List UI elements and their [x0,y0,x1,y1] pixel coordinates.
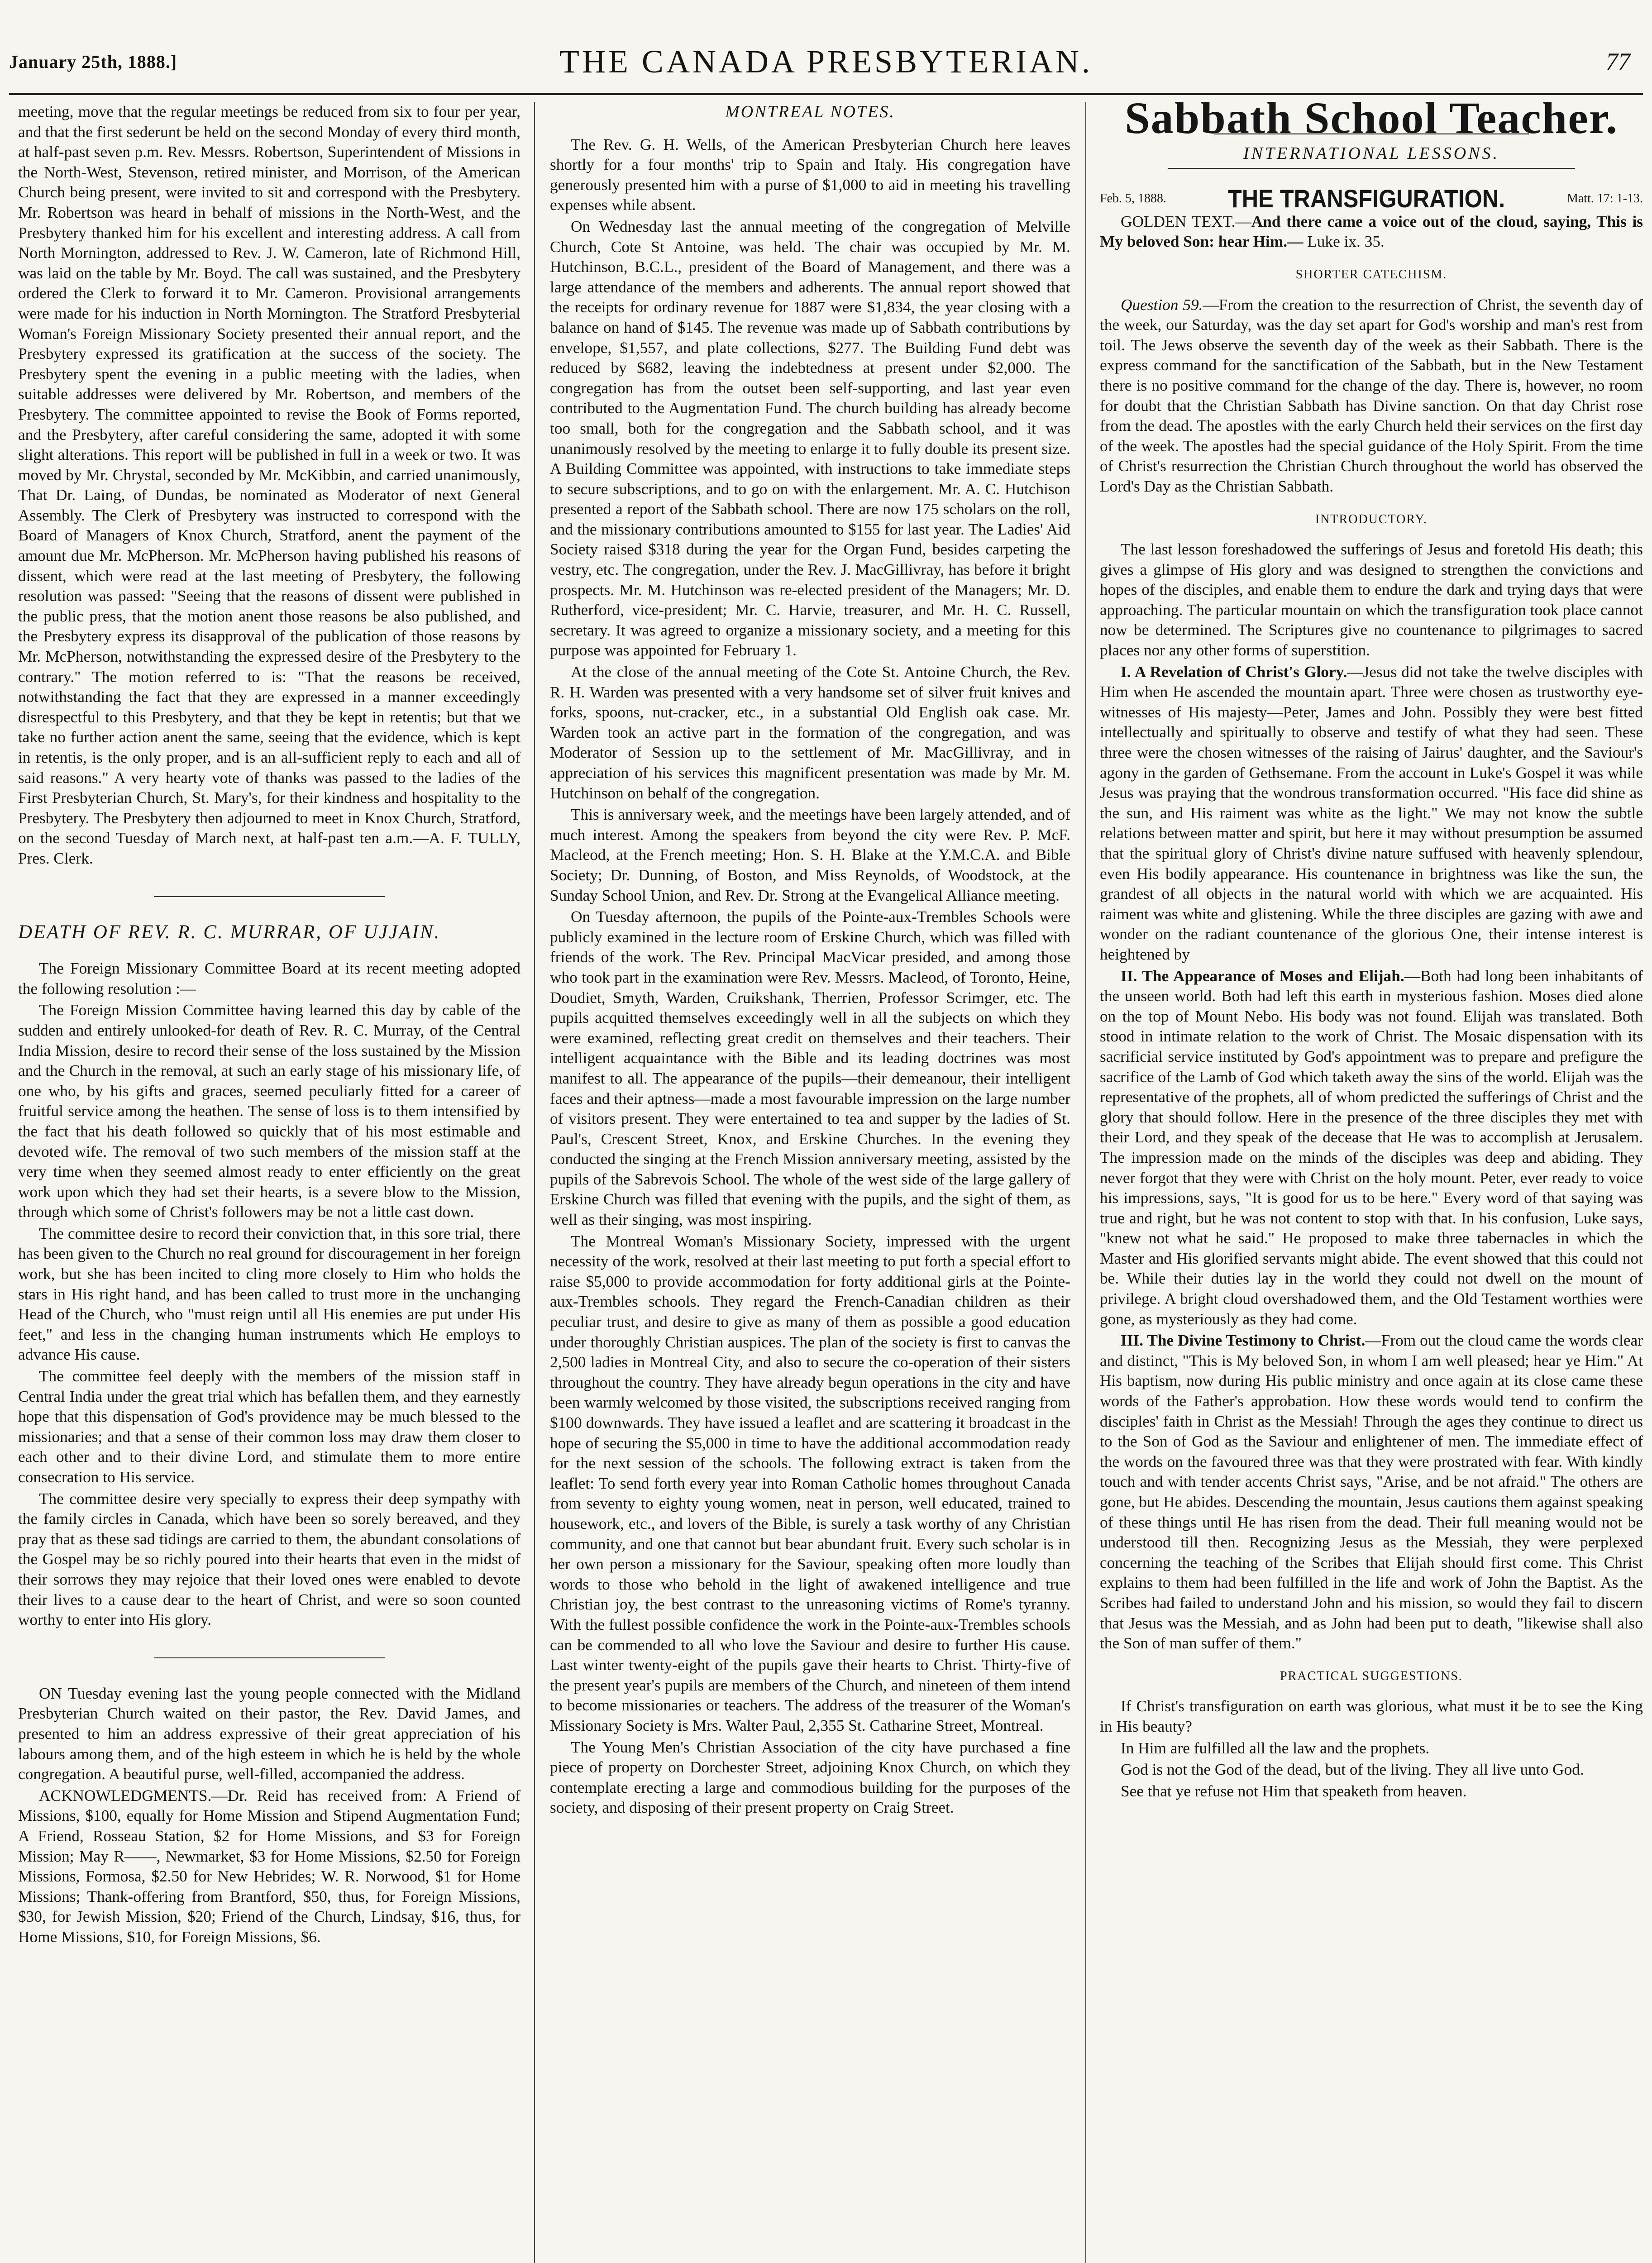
section-heading: I. A Revelation of Christ's Glory. [1121,663,1347,681]
lesson-section [1100,1331,1643,1654]
catechism-answer [1100,295,1643,497]
montreal-notes-heading: MONTREAL NOTES. [725,102,895,121]
acknowledgments: ACKNOWLEDGMENTS.—Dr. Reid has received from: A Friend of Missions, $100, equally for Home Mission and Stipend Augmentation Fund; A Friend, Rosseau Station, $2 for Home Missions, and $3 for Foreign Mission; May R——, Newmarket, $3 for Home Missions, $2.50 for Foreign Missions, Formosa, $2.50 for New Hebrides; W. R. Norwood, $1 for Home Missions; Thank-offering from Brantford, $50, thus, for Foreign Missions, $30, for Jewish Mission, $20; Friend of the Church, Lindsay, $16, thus, for Home Missions, $10, for Foreign Missions, $6. [18,1786,520,1946]
column-sabbath-school [1100,102,1643,2263]
section-text: —Jesus did not take the twelve disciples with Him when He ascended the mountain apart. Three were chosen as trustworthy eye-witnesses of His majesty—Peter, James and John. Possibly they were best fitted intellectually and spiritually to observe and testify of what they had seen. These three were the chosen witnesses of the raising of Jairus' daughter, and the Saviour's agony in the garden of Gethsemane. From the account in Luke's Gospel it was while Jesus was praying that the wondrous transformation occurred. "His face did shine as the sun, and His raiment was white as the light." We may not know the subtle relations between matter and spirit, but here it may without presumption be assumed that the spiritual glory of Christ's divine nature suffused with heavenly splendour, even His bodily appearance. His countenance in brightness was like the sun, the grandest of all objects in the natural world with which we are acquainted. His raiment was white and glistening. While the three disciples are gazing with awe and wonder on the radiant countenance of the glorious One, their intense interest is heightened by [1100,663,1643,963]
lesson-date: Feb. 5, 1888. [1100,191,1166,206]
obituary-paragraph: The committee desire very specially to express their deep sympathy with the family circles in Canada, which have been so sorely bereaved, and they pray that as these sad tidings are carried to them, the abundant consolations of the Gospel may be so richly poured into their hearts that even in the midst of their sorrows they may rejoice that their loved ones were enabled to devote their lives to a cause dear to the heart of Christ, and were so soon counted worthy to enter into His glory. [18,1490,520,1629]
golden-text-label: GOLDEN TEXT.— [1121,212,1251,230]
lesson-section [1100,662,1643,965]
lesson-section [1100,966,1643,1330]
newspaper-title: THE CANADA PRESBYTERIAN. [559,43,1093,80]
separator [154,1657,385,1658]
section-text: —Both had long been inhabitants of the unseen world. Both had left this earth in mysterious fashion. Moses died alone on the top of Mount Nebo. His body was not found. Elijah was translated. Both stood in intimate relation to the work of Christ. The Mosaic dispensation with its sacrificial service instituted by God's appointment was to prepare and prefigure the sacrifice of the Lamb of God which taketh away the sins of the world. Elijah was the representative of the prophets, all of whom predicted the sufferings of Christ and the glory that should follow. Here in the presence of the three disciples they met with their Lord, and they speak of the decease that He was to accomplish at Jerusalem. The impression made on the minds of the disciples was deep and abiding. They never forgot that they were with Christ on the holy mount. Peter, ever ready to voice his impressions, says, "It is good for us to be here." Every word of that saying was true and right, but he was not content to stop with that. In his confusion, Luke says, "knew not what he said." He proposed to make three tabernacles in which the Master and His glorified servants might abide. The event showed that this could not be. While their duties lay in the world they could not dwell on the mount of privilege. A bright cloud overshadowed them, and the Old Testament worthies were gone, as mysteriously as they had come. [1100,967,1643,1328]
golden-text [1100,212,1643,252]
column-montreal-notes [550,102,1070,2263]
obituary-heading: DEATH OF REV. R. C. MURRAR, OF UJJAIN. [18,921,441,943]
golden-text-verse: And there came a voice out of the cloud, saying, This is My beloved Son: hear Him.— [1100,212,1643,251]
heading-rule [1168,168,1575,169]
question-label: Question 59. [1121,296,1203,314]
lesson-title: THE TRANSFIGURATION. [1228,184,1505,213]
issue-date: January 25th, 1888.] [9,52,177,72]
section-heading: II. The Appearance of Moses and Elijah. [1121,967,1404,985]
column-rule-right [1085,102,1086,2263]
page-number: 77 [1606,48,1630,75]
lesson-reference: Matt. 17: 1-13. [1566,191,1643,206]
montreal-paragraph: This is anniversary week, and the meetings have been largely attended, and of much interest. Among the speakers from beyond the city were Rev. P. McF. Macleod, at the French meeting; Hon. S. H. Blake at the Y.M.C.A. and Bible Society; Dr. Dunning, of Boston, and Miss Reynolds, of Woodstock, at the Sunday School Union, and Rev. Dr. Strong at the Evangelical Alliance meeting. [550,806,1070,904]
section-heading: III. The Divine Testimony to Christ. [1121,1332,1366,1350]
obituary-paragraph: The Foreign Mission Committee having learned this day by cable of the sudden and entirely unlooked-for death of Rev. R. C. Murray, of the Central India Mission, desire to record their sense of the loss sustained by the Mission and the Church in the removal, at such an early stage of his missionary life, of one who, by his gifts and graces, seemed peculiarly fitted for a career of fruitful service among the heathen. The sense of loss is to them intensified by the fact that his death followed so quickly that of his most estimable and devoted wife. The removal of two such members of the mission staff at the very time when they seemed almost ready to enter efficiently on the great work upon which they had set their hearts, is a severe blow to the Mission, through which some of Christ's followers may be not a little cast down. [18,1001,520,1221]
practical-suggestion: If Christ's transfiguration on earth was glorious, what must it be to see the King in His beauty? [1100,1697,1643,1735]
montreal-paragraph: On Wednesday last the annual meeting of the congregation of Melville Church, Cote St Antoine, was held. The chair was occupied by Mr. M. Hutchinson, B.C.L., president of the Board of Management, and there was a large attendance of the members and adherents. The annual report showed that the receipts for ordinary revenue for 1887 were $1,834, the year closing with a balance on hand of $145. The revenue was made up of Sabbath contributions by envelope, $1,557, and plate collections, $277. The Building Fund debt was reduced by $682, leaving the indebtedness at present under $2,000. The congregation has from the outset been self-supporting, and last year even contributed to the Augmentation Fund. The church building has already become too small, both for the congregation and the Sabbath school, and it was unanimously resolved by the meeting to enlarge it to fully double its present size. A Building Committee was appointed, with instructions to take immediate steps to secure subscriptions, and to go on with the enlargement. Mr. A. C. Hutchison presented a report of the Sabbath school. There are now 175 scholars on the roll, and the missionary contributions amounted to $155 for last year. The Ladies' Aid Society raised $318 during the year for the Organ Fund, besides carpeting the vestry, etc. The congregation, under the Rev. J. MacGillivray, has before it bright prospects. Mr. M. Hutchinson was re-elected president of the Managers; Mr. D. Rutherford, vice-president; Mr. C. Harvie, treasurer, and Mr. H. C. Russell, secretary. It was agreed to organize a missionary society, and a meeting for this purpose was appointed for February 1. [550,217,1070,659]
masthead [9,43,1643,95]
obituary-paragraph: The committee desire to record their conviction that, in this sore trial, there has been given to the Church no real ground for discouragement in her foreign work, but she has been incited to cling more closely to Him who holds the stars in His right hand, and has been called to trust more in the unchanging Head of the Church, who "must reign until all His enemies are put under His feet," and less in the changing human instruments which He employs to advance His cause. [18,1224,520,1364]
montreal-paragraph: The Rev. G. H. Wells, of the American Presbyterian Church here leaves shortly for a four months' trip to Spain and Italy. His congregation have generously presented him with a purse of $1,000 to aid in meeting his travelling expenses while absent. [550,135,1070,214]
introductory-heading: INTRODUCTORY. [1315,512,1428,526]
obituary-paragraph: The committee feel deeply with the members of the mission staff in Central India under the great trial which has befallen them, and they earnestly hope that this dispensation of God's providence may be much blessed to the missionaries; and that a sense of their common loss may draw them closer to each other and to their divine Lord, and stimulate them to more entire consecration to His service. [18,1367,520,1486]
column-rule-left [534,102,535,2263]
montreal-paragraph: The Montreal Woman's Missionary Society, impressed with the urgent necessity of the work, resolved at their last meeting to put forth a special effort to raise $5,000 to provide accommodation for forty additional girls at the Pointe-aux-Trembles schools. They regard the French-Canadian children as their peculiar trust, and desire to give as many of them as possible a good education under thoroughly Christian auspices. The plan of the society is first to canvas the 2,500 ladies in Montreal City, and also to secure the co-operation of their sisters throughout the country. They have already begun operations in the city and have been warmly welcomed by those visited, the subscriptions received ranging from $100 downwards. They have issued a leaflet and are scattering it broadcast in the hope of securing the $5,000 in time to have the additional accommodation ready for the next session of the schools. The following extract is taken from the leaflet: To send forth every year into Roman Catholic homes throughout Canada from seventy to eighty young women, neat in person, well educated, trained to housework, etc., and lovers of the Bible, is surely a task worthy of any Christian community, and one that cannot but bear abundant fruit. Every such scholar is in her own person a missionary for the Saviour, speaking often more loudly than words to those who behold in the light of awakened intelligence and true Christian joy, the best contrast to the unreasoning victims of Rome's tyranny. With the fullest possible confidence the work in the Pointe-aux-Trembles schools can be commended to all who love the Saviour and desire to further His cause. Last winter twenty-eight of the pupils gave their hearts to Christ. Thirty-five of the present year's pupils are members of the Church, and nineteen of them intend to become missionaries or teachers. The address of the treasurer of the Woman's Missionary Society is Mrs. Walter Paul, 2,355 St. Catharine Street, Montreal. [550,1232,1070,1734]
practical-suggestion: In Him are fulfilled all the law and the prophets. [1121,1739,1430,1757]
sabbath-school-heading: Sabbath School Teacher. [1125,102,1618,143]
obituary-intro: The Foreign Missionary Committee Board at its recent meeting adopted the following resolution :— [18,960,520,998]
practical-suggestion: See that ye refuse not Him that speaketh from heaven. [1121,1782,1467,1800]
introductory-text: The last lesson foreshadowed the sufferings of Jesus and foretold His death; this gives a glimpse of His glory and was designed to strengthen the convictions and hopes of the disciples, and enable them to endure the dark and trying days that were approaching. The particular mountain on which the transfiguration took place cannot now be determined. The Scriptures give no countenance to pilgrimages to sacred places nor any other forms of superstition. [1100,540,1643,659]
golden-text-ref: Luke ix. 35. [1307,233,1385,251]
catechism-heading: SHORTER CATECHISM. [1295,267,1447,282]
column-presbytery-news [18,102,520,2263]
separator [154,896,385,897]
section-text: —From out the cloud came the words clear and distinct, "This is My beloved Son, in whom I am well pleased; hear ye Him." At His baptism, now during His public ministry and once again at its close came these words of the Father's approbation. How these words would tend to confirm the disciples' faith in Christ as the Messiah! Through the ages they continue to direct us to the Son of God as the Saviour and enlightener of men. The immediate effect of the words on the favoured three was that they were prostrated with fear. With kindly touch and with tender accents Christ says, "Arise, and be not afraid." The others are gone, but He abides. Descending the mountain, Jesus cautions them against speaking of these things until He has risen from the dead. Their full meaning would not be understood till then. Recognizing Jesus as the Messiah, they were perplexed concerning the teaching of the Scribes that Elijah should first come. This Christ explains to them had been fulfilled in the life and work of John the Baptist. As the Scribes had failed to understand John and his mission, so would they fail to discern that Jesus was the Messiah, and as John had been put to death, "likewise shall also the Son of man suffer of them." [1100,1332,1643,1652]
presbytery-minutes: meeting, move that the regular meetings be reduced from six to four per year, and that the first sederunt be held on the second Monday of every third month, at half-past seven p.m. Rev. Messrs. Robertson, Superintendent of Missions in the North-West, Stevenson, retired minister, and Morrison, of the American Church being present, were invited to sit and correspond with the Presbytery. Mr. Robertson was heard in behalf of missions in the North-West, and the Presbytery thanked him for his excellent and interesting address. A call from North Mornington, addressed to Rev. J. W. Cameron, late of Richmond Hill, was laid on the table by Mr. Boyd. The call was sustained, and the Presbytery ordered the Clerk to forward it to Mr. Cameron. Provisional arrangements were made for his induction in North Mornington. The Stratford Presbyterial Woman's Foreign Missionary Society presented their annual report, and the Presbytery expressed its gratification at the success of the society. The Presbytery spent the evening in a public meeting with the ladies, when suitable addresses were delivered by Mr. Robertson, and members of the Presbytery. The committee appointed to revise the Book of Forms reported, and the Presbytery, after careful considering the same, adopted it with some slight alterations. This report will be published in full in a week or two. It was moved by Mr. Chrystal, seconded by Mr. McKibbin, and carried unanimously, That Dr. Laing, of Dundas, be nominated as Moderator of next General Assembly. The Clerk of Presbytery was instructed to correspond with the Board of Managers of Knox Church, Stratford, anent the payment of the amount due Mr. McPherson. Mr. McPherson having published his reasons of dissent, which were read at the last meeting of Presbytery, the following resolution was passed: "Seeing that the reasons of dissent were published in the public press, that the motion anent those reasons be also published, and the Presbytery express its disapproval of the publication of those reasons by Mr. McPherson, notwithstanding the expressed desire of the Presbytery to the contrary." The motion referred to is: "That the reasons be received, notwithstanding the fact that they are expressed in a manner exceedingly disrespectful to this Presbytery, and that they be kept in retentis; but that we take no further action anent the same, seeing that the evidence, which is kept in retentis, is the only proper, and is an all-sufficient reply to each and all of said reasons." A very hearty vote of thanks was passed to the ladies of the First Presbyterian Church, St. Mary's, for their kindness and hospitality to the Presbytery. The Presbytery then adjourned to meet in Knox Church, Stratford, on the second Tuesday of March next, at half-past ten a.m.—A. F. TULLY, Pres. Clerk. [18,103,520,867]
montreal-paragraph: On Tuesday afternoon, the pupils of the Pointe-aux-Trembles Schools were publicly examined in the lecture room of Erskine Church, which was filled with friends of the work. The Rev. Principal MacVicar presided, and among those who took part in the examination were Rev. Messrs. Macleod, of Toronto, Heine, Doudiet, Smyth, Warden, Cruikshank, Therrien, Professor Scrimger, etc. The pupils acquitted themselves exceedingly well in all the subjects on which they were examined, reflecting great credit on themselves and their teachers. Their intelligent acquaintance with the Bible and its leading doctrines was most manifest to all. The appearance of the pupils—their demeanour, their intelligent faces and their aptness—made a most favourable impression on the large number of visitors present. They were entertained to tea and supper by the ladies of St. Paul's, Crescent Street, Knox, and Erskine Churches. In the evening they conducted the singing at the French Mission anniversary meeting, assisted by the pupils of the Sabrevois School. The whole of the west side of the large gallery of Erskine Church was filled that evening with the pupils, and the sight of them, as well as their singing, was most inspiring. [550,908,1070,1229]
catechism-text: —From the creation to the resurrection of Christ, the seventh day of the week, our Saturday, was the day set apart for God's worship and man's rest from toil. The Jews observe the seventh day of the week as their Sabbath. There is the express command for the sanctification of the Sabbath, but in the New Testament there is no positive command for the change of the day. There is, however, no room for doubt that the Christian Sabbath has Divine sanction. On that day Christ rose from the dead. The apostles with the early Church held their services on the first day of the week. The apostles had the special guidance of the Holy Spirit. From the time of Christ's resurrection the Christian Church throughout the world has observed the Lord's Day as the Christian Sabbath. [1100,296,1643,495]
montreal-paragraph: The Young Men's Christian Association of the city have purchased a fine piece of property on Dorchester Street, adjoining Knox Church, on which they contemplate erecting a large and commodious building for the purposes of the society, and disposing of their present property on Craig Street. [550,1738,1070,1817]
practical-suggestion: God is not the God of the dead, but of the living. They all live unto God. [1121,1761,1584,1779]
montreal-paragraph: At the close of the annual meeting of the Cote St. Antoine Church, the Rev. R. H. Warden was presented with a very handsome set of silver fruit knives and forks, spoons, nut-cracker, etc., in a substantial Old English oak case. Mr. Warden took an active part in the formation of the congregation, and was Moderator of Session up to the settlement of Mr. MacGillivray, and in appreciation of his services this magnificent presentation was made by Mr. M. Hutchinson on behalf of the congregation. [550,663,1070,802]
practical-heading: PRACTICAL SUGGESTIONS. [1280,1669,1463,1683]
international-lessons-heading: INTERNATIONAL LESSONS. [1243,143,1500,163]
midland-church-note: ON Tuesday evening last the young people connected with the Midland Presbyterian Church waited on their pastor, the Rev. David James, and presented to him an address expressive of their great appreciation of his labours among them, and of the high esteem in which he is held by the whole congregation. A beautiful purse, well-filled, accompanied the address. [18,1684,520,1783]
lesson-header [1100,184,1643,213]
